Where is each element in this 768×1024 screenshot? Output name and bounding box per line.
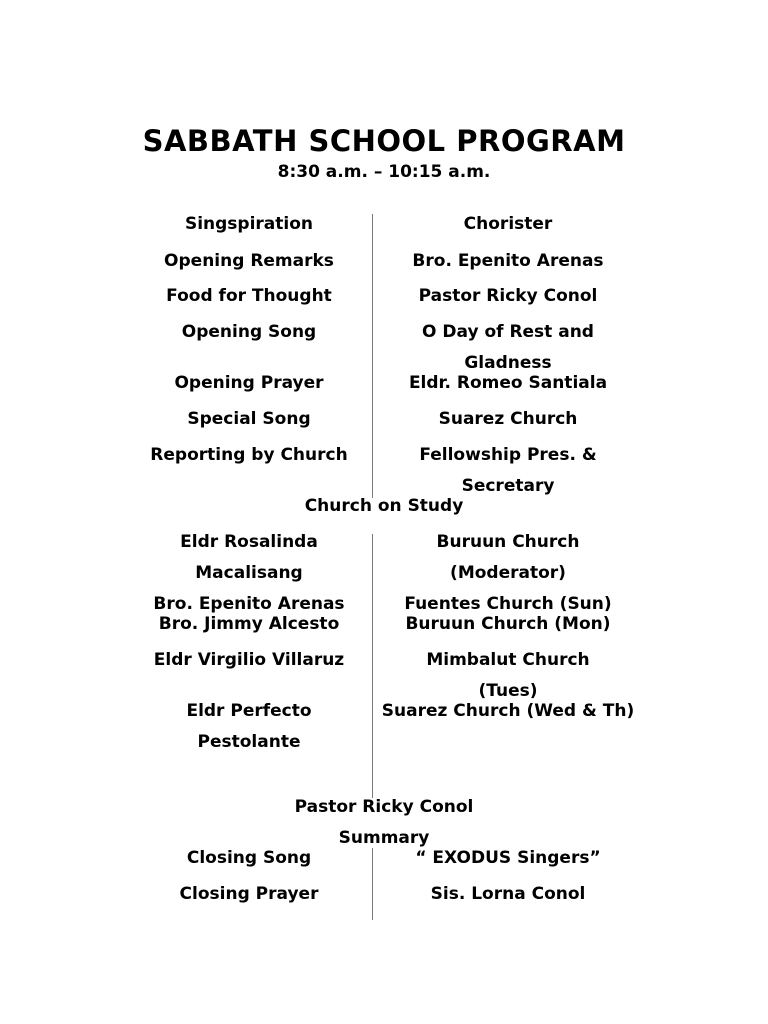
study-teacher: Eldr Rosalinda Macalisang: [180, 532, 318, 583]
study-church: Fuentes Church (Sun): [404, 594, 612, 614]
study-church: Buruun Church (Mon): [405, 614, 611, 634]
study-church: Buruun Church (Moderator): [436, 532, 580, 583]
study-teacher: Bro. Epenito Arenas: [153, 594, 345, 614]
program-item-food-for-thought: Food for Thought: [166, 286, 332, 306]
program-person-chorister: Chorister: [463, 214, 553, 234]
study-teacher: Bro. Jimmy Alcesto: [158, 614, 340, 634]
program-person-special-song: Suarez Church: [438, 409, 578, 429]
column-divider: [372, 214, 373, 498]
program-item-singspiration: Singspiration: [184, 214, 314, 234]
study-heading: Church on Study: [304, 496, 464, 516]
program-person-reporting: Fellowship Pres. & Secretary: [419, 445, 597, 496]
program-item-special-song: Special Song: [187, 409, 311, 429]
program-item-reporting: Reporting by Church: [150, 445, 348, 465]
column-divider: [372, 534, 373, 798]
program-person-food-for-thought: Pastor Ricky Conol: [418, 286, 598, 306]
closing-person-song: “ EXODUS Singers”: [415, 848, 601, 868]
program-item-opening-song: Opening Song: [181, 322, 317, 342]
program-item-opening-remarks: Opening Remarks: [164, 251, 334, 271]
study-teacher: Eldr Perfecto Pestolante: [186, 701, 312, 752]
program-person-opening-song: O Day of Rest and Gladness: [422, 322, 594, 373]
program-title: SABBATH SCHOOL PROGRAM: [142, 124, 626, 158]
study-teacher: Eldr Virgilio Villaruz: [153, 650, 345, 670]
summary-label: Summary: [338, 828, 430, 848]
program-time: 8:30 a.m. – 10:15 a.m.: [277, 162, 491, 182]
study-church: Mimbalut Church (Tues): [426, 650, 590, 701]
program-person-opening-prayer: Eldr. Romeo Santiala: [408, 373, 608, 393]
closing-item-song: Closing Song: [186, 848, 312, 868]
program-item-opening-prayer: Opening Prayer: [174, 373, 324, 393]
study-church: Suarez Church (Wed & Th): [381, 701, 635, 721]
program-person-opening-remarks: Bro. Epenito Arenas: [412, 251, 604, 271]
closing-person-prayer: Sis. Lorna Conol: [430, 884, 586, 904]
summary-speaker: Pastor Ricky Conol: [294, 797, 474, 817]
closing-item-prayer: Closing Prayer: [179, 884, 319, 904]
column-divider: [372, 848, 373, 920]
